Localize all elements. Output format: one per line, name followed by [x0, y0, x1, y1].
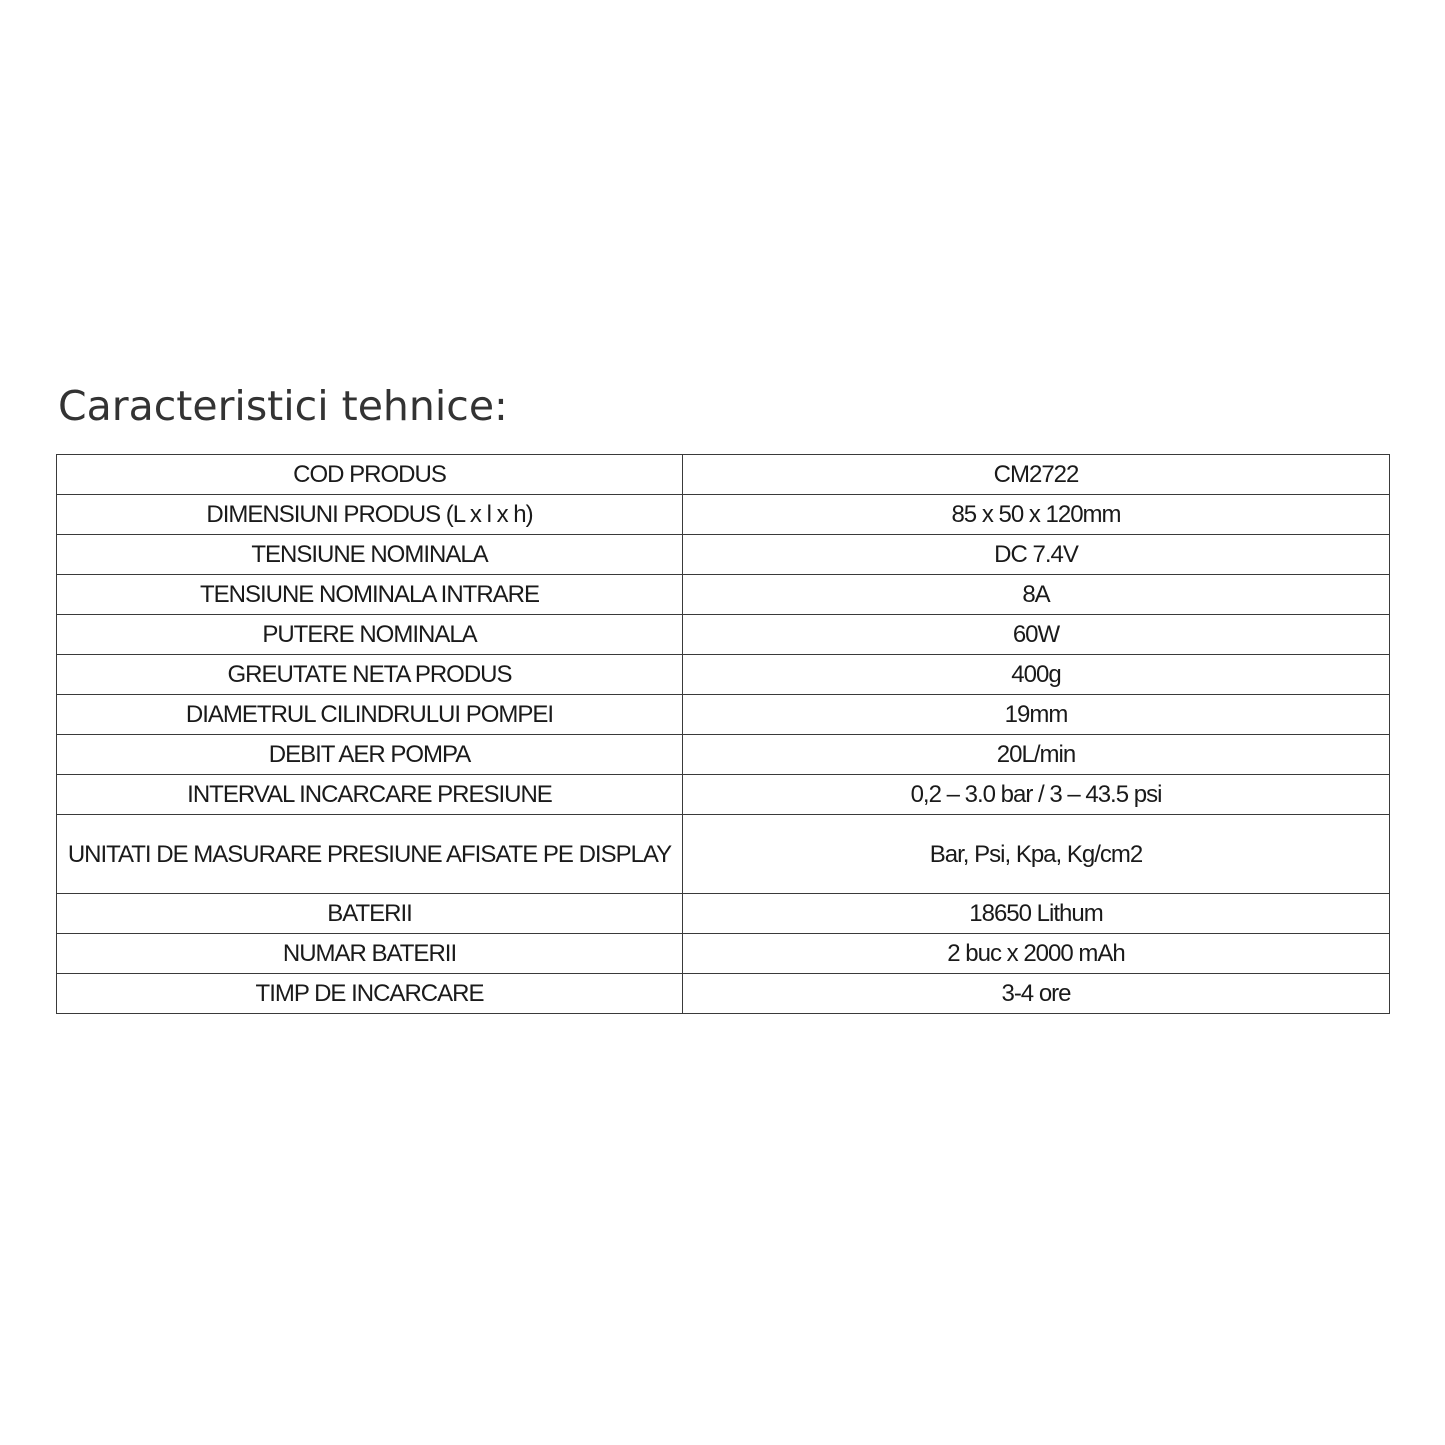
- spec-value: 2 buc x 2000 mAh: [683, 934, 1390, 974]
- table-row: [57, 455, 1390, 495]
- spec-label: UNITATI DE MASURARE PRESIUNE AFISATE PE DISPLAY: [57, 815, 683, 894]
- spec-label: BATERII: [57, 894, 683, 934]
- spec-value: 400g: [683, 655, 1390, 695]
- spec-label: NUMAR BATERII: [57, 934, 683, 974]
- table-row: [57, 815, 1390, 894]
- table-row: [57, 934, 1390, 974]
- page-title: Caracteristici tehnice:: [58, 382, 508, 430]
- table-row: [57, 775, 1390, 815]
- spec-label: DIMENSIUNI PRODUS (L x l x h): [57, 495, 683, 535]
- table-row: [57, 575, 1390, 615]
- spec-label: INTERVAL INCARCARE PRESIUNE: [57, 775, 683, 815]
- spec-label: PUTERE NOMINALA: [57, 615, 683, 655]
- spec-value: 85 x 50 x 120mm: [683, 495, 1390, 535]
- spec-label: DIAMETRUL CILINDRULUI POMPEI: [57, 695, 683, 735]
- table-row: [57, 735, 1390, 775]
- spec-label: TENSIUNE NOMINALA: [57, 535, 683, 575]
- table-row: [57, 615, 1390, 655]
- spec-value: 18650 Lithum: [683, 894, 1390, 934]
- spec-value: 60W: [683, 615, 1390, 655]
- spec-label: TENSIUNE NOMINALA INTRARE: [57, 575, 683, 615]
- spec-value: 8A: [683, 575, 1390, 615]
- spec-value: 20L/min: [683, 735, 1390, 775]
- spec-label: GREUTATE NETA PRODUS: [57, 655, 683, 695]
- table-row: [57, 695, 1390, 735]
- table-row: [57, 974, 1390, 1014]
- spec-value: 19mm: [683, 695, 1390, 735]
- specs-table: [56, 454, 1390, 1014]
- table-row: [57, 894, 1390, 934]
- table-row: [57, 655, 1390, 695]
- table-row: [57, 495, 1390, 535]
- spec-value: DC 7.4V: [683, 535, 1390, 575]
- spec-value: 3-4 ore: [683, 974, 1390, 1014]
- spec-label: COD PRODUS: [57, 455, 683, 495]
- spec-value: CM2722: [683, 455, 1390, 495]
- spec-label: DEBIT AER POMPA: [57, 735, 683, 775]
- spec-value: 0,2 – 3.0 bar / 3 – 43.5 psi: [683, 775, 1390, 815]
- spec-label: TIMP DE INCARCARE: [57, 974, 683, 1014]
- spec-value: Bar, Psi, Kpa, Kg/cm2: [683, 815, 1390, 894]
- table-row: [57, 535, 1390, 575]
